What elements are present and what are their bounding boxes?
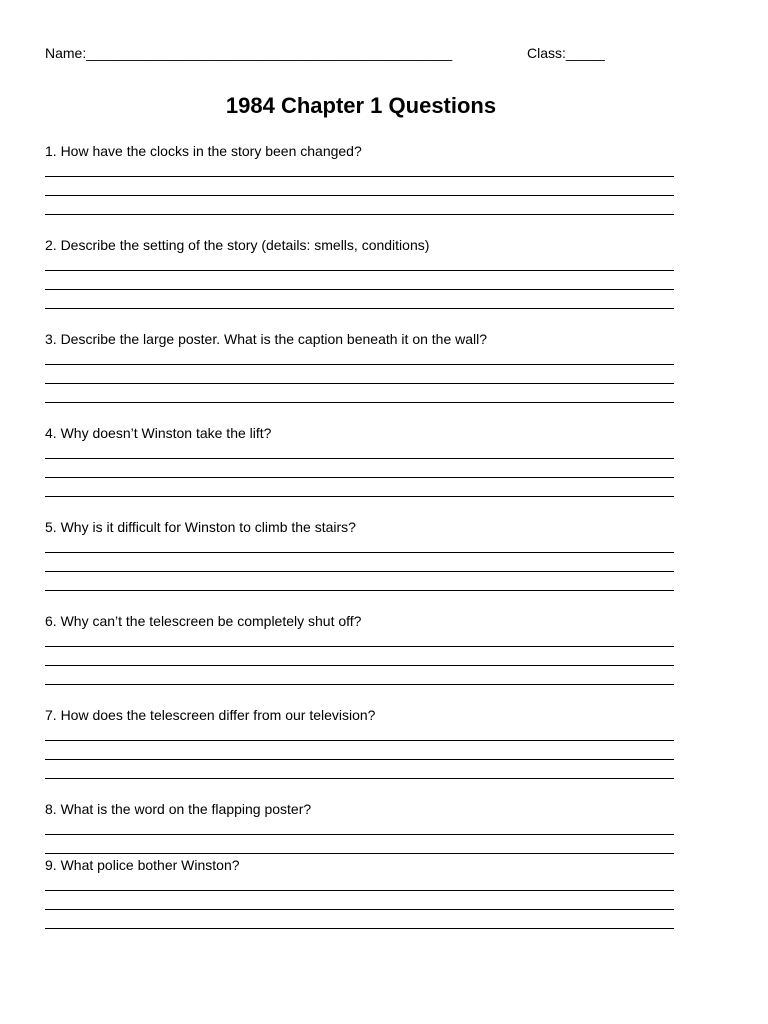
answer-line[interactable] [45,646,674,647]
question-8: 8. What is the word on the flapping poster? [45,801,312,817]
answer-line[interactable] [45,928,674,929]
answer-line[interactable] [45,665,674,666]
answer-line[interactable] [45,195,674,196]
question-3: 3. Describe the large poster. What is the caption beneath it on the wall? [45,331,488,347]
class-field: Class:_____ [527,45,605,61]
name-field: Name:_______________________________________________ [45,45,453,61]
answer-line[interactable] [45,552,674,553]
answer-line[interactable] [45,270,674,271]
question-9: 9. What police bother Winston? [45,857,240,873]
answer-line[interactable] [45,890,674,891]
answer-line[interactable] [45,740,674,741]
answer-line[interactable] [45,684,674,685]
answer-line[interactable] [45,571,674,572]
answer-line[interactable] [45,759,674,760]
answer-line[interactable] [45,778,674,779]
question-4: 4. Why doesn’t Winston take the lift? [45,425,272,441]
question-6: 6. Why can’t the telescreen be completely shut off? [45,613,362,629]
answer-line[interactable] [45,853,674,854]
answer-line[interactable] [45,364,674,365]
question-2: 2. Describe the setting of the story (details: smells, conditions) [45,237,430,253]
answer-line[interactable] [45,458,674,459]
answer-line[interactable] [45,834,674,835]
answer-line[interactable] [45,402,674,403]
question-5: 5. Why is it difficult for Winston to climb the stairs? [45,519,356,535]
answer-line[interactable] [45,909,674,910]
answer-line[interactable] [45,590,674,591]
question-1: 1. How have the clocks in the story been changed? [45,143,362,159]
answer-line[interactable] [45,477,674,478]
page-title: 1984 Chapter 1 Questions [225,93,497,118]
answer-line[interactable] [45,496,674,497]
question-7: 7. How does the telescreen differ from our television? [45,707,376,723]
answer-line[interactable] [45,214,674,215]
answer-line[interactable] [45,308,674,309]
answer-line[interactable] [45,289,674,290]
answer-line[interactable] [45,383,674,384]
answer-line[interactable] [45,176,674,177]
